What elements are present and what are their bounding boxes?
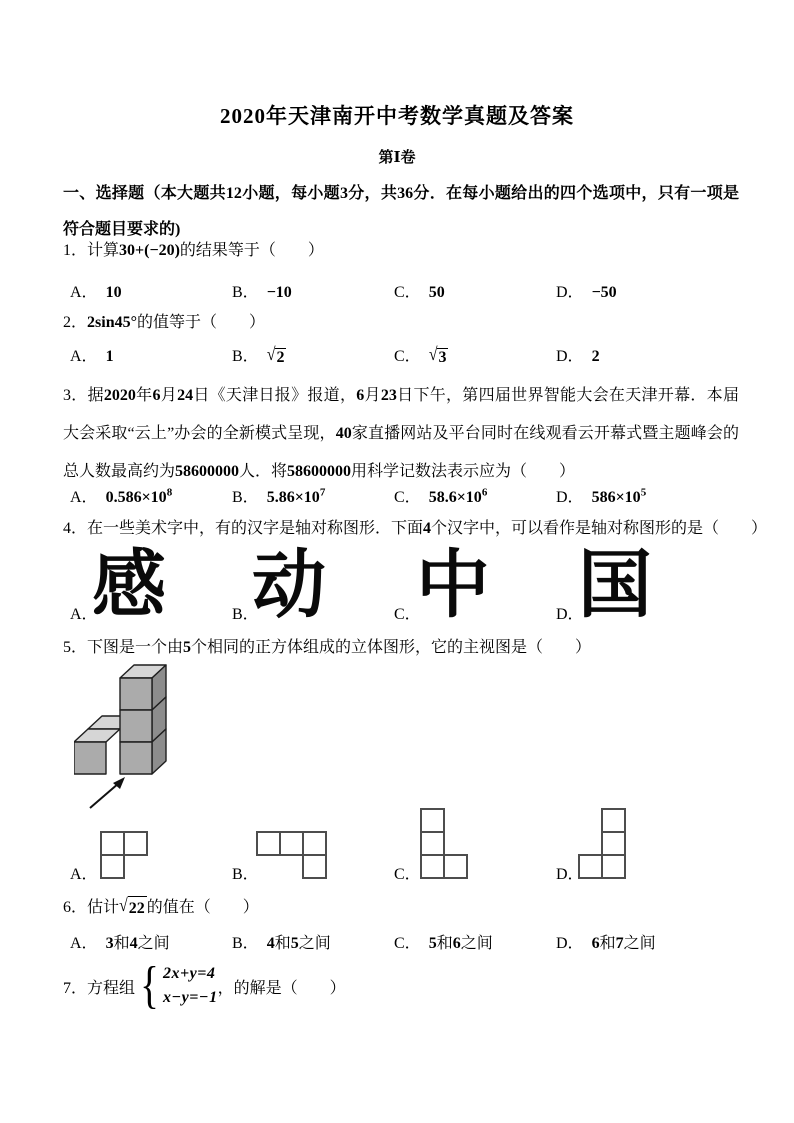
- option-label: C．: [394, 866, 421, 883]
- question-1-options: [0, 279, 794, 305]
- option-label: B．: [232, 866, 259, 883]
- q1-option-a: [70, 279, 122, 302]
- q3-seg: 6: [152, 387, 161, 404]
- num: 3: [105, 935, 114, 952]
- option-value: −50: [591, 284, 617, 301]
- q3-seg: 58600000: [287, 463, 352, 480]
- option-value: −10: [266, 284, 292, 301]
- option-label: B．: [232, 348, 259, 365]
- q3-seg: 23: [380, 387, 397, 404]
- num: 6: [591, 935, 600, 952]
- q1-text: 1．计算: [63, 242, 120, 259]
- question-3-options: [0, 484, 794, 510]
- radical-sign: √: [428, 345, 438, 365]
- option-value: 10: [105, 284, 122, 301]
- q2-option-c: [394, 343, 448, 367]
- page-title: 2020年天津南开中考数学真题及答案: [220, 104, 574, 128]
- sqrt-expression: [266, 345, 287, 367]
- q3-seg: 2020: [103, 387, 136, 404]
- exponent: 6: [481, 486, 488, 499]
- option-label: B．: [232, 606, 259, 623]
- question-2-options: [0, 343, 794, 369]
- question-2-stem: [63, 311, 743, 335]
- text: 之间: [137, 935, 170, 952]
- option-label: A．: [70, 348, 98, 365]
- equation-system: [163, 962, 218, 1010]
- text: 之间: [460, 935, 493, 952]
- q4-char-c: 中: [416, 542, 490, 628]
- q1-math: 30+(−20): [119, 242, 180, 259]
- cube-figure: [74, 660, 174, 815]
- option-label: A．: [70, 489, 98, 506]
- option-label: D．: [556, 935, 584, 952]
- option-label: A．: [70, 284, 98, 301]
- option-value: 50: [428, 284, 445, 301]
- q3-seg: 家直播网站及平台同时在线观看云开幕式暨主题峰会的总人数最高约为: [63, 425, 739, 480]
- option-label: A．: [70, 866, 98, 883]
- option-label: B．: [232, 489, 259, 506]
- q2-text: 2．: [63, 314, 88, 331]
- question-3-stem: [63, 377, 739, 491]
- q5-text: 5．下图是一个由: [63, 639, 184, 656]
- option-label: A．: [70, 606, 98, 623]
- q3-option-c: [394, 484, 487, 507]
- q3-seg: 24: [177, 387, 194, 404]
- radicand: 22: [128, 896, 147, 921]
- q4-char-d: 国: [578, 542, 652, 628]
- q3-seg: 日《天津日报》报道，: [193, 387, 357, 404]
- exponent: 8: [166, 486, 173, 499]
- text: 之间: [298, 935, 331, 952]
- q3-seg: 年: [135, 387, 153, 404]
- exponent: 7: [319, 486, 326, 499]
- text: 之间: [623, 935, 656, 952]
- equation-2: x−y=−1: [162, 989, 218, 1006]
- q3-seg: 月: [364, 387, 381, 404]
- q3-option-b: [232, 484, 325, 507]
- q4-num: 4: [423, 520, 432, 537]
- text: 和: [274, 935, 291, 952]
- section-heading: 一、选择题（本大题共12小题，每小题3分，共36分．在每小题给出的四个选项中，只有一项是符合题目要求的): [63, 185, 739, 238]
- option-label: C．: [394, 348, 421, 365]
- q3-seg: 月: [160, 387, 178, 404]
- q7-text-post: ，的解是（ ）: [217, 979, 346, 997]
- system-brace: {: [140, 957, 159, 1014]
- q1-option-c: [394, 279, 445, 302]
- option-value: 1: [105, 348, 114, 365]
- q6-text: 6．估计: [63, 899, 120, 916]
- text: 和: [436, 935, 453, 952]
- question-7-stem: [63, 956, 346, 1016]
- option-value: 5.86×10: [266, 489, 320, 506]
- option-value: 586×10: [591, 489, 641, 506]
- radical-sign: √: [266, 345, 276, 365]
- text: 和: [113, 935, 130, 952]
- radicand: 3: [438, 349, 447, 366]
- option-label: D．: [556, 284, 584, 301]
- equation-1: 2x+y=4: [162, 965, 216, 982]
- q2-text-post: 的值等于（ ）: [136, 314, 265, 331]
- question-1-stem: [63, 239, 743, 263]
- q6-option-c: [394, 930, 493, 953]
- option-label: D．: [556, 489, 584, 506]
- q1-text-post: 的结果等于（ ）: [179, 242, 324, 259]
- q5-num: 5: [183, 639, 192, 656]
- option-label: B．: [232, 284, 259, 301]
- question-4-stem: [63, 517, 768, 541]
- q1-option-d: [556, 279, 617, 302]
- num: 6: [452, 935, 461, 952]
- q4-text-post: 个汉字中，可以看作是轴对称图形的是（ ）: [431, 520, 768, 537]
- option-label: D．: [556, 348, 584, 365]
- sqrt-expression: [119, 896, 147, 921]
- part-heading: 第Ⅰ卷: [378, 150, 416, 166]
- q3-seg: 日下午，第四届世界智能大会在天津开幕．本届大会采取“云上”办会的全新模式呈现，: [63, 387, 739, 442]
- q6-text-post: 的值在（ ）: [146, 899, 259, 916]
- num: 4: [129, 935, 138, 952]
- q2-math: 2sin45°: [87, 314, 137, 331]
- exponent: 5: [640, 486, 647, 499]
- radical-sign: √: [119, 895, 128, 916]
- q3-seg: 3．据: [63, 387, 104, 404]
- q3-seg: 6: [356, 387, 365, 404]
- q4-char-a: 感: [92, 542, 166, 628]
- q3-seg: 人．将: [239, 463, 288, 480]
- view-direction-arrow-icon: [90, 777, 125, 808]
- option-label: C．: [394, 606, 421, 623]
- q2-option-b: [232, 343, 286, 367]
- option-label: D．: [556, 606, 584, 623]
- q2-option-d: [556, 343, 600, 366]
- option-label: B．: [232, 935, 259, 952]
- num: 5: [428, 935, 437, 952]
- question-5-stem: [63, 636, 743, 660]
- q5-text-post: 个相同的正方体组成的立体图形，它的主视图是（ ）: [191, 639, 592, 656]
- q6-option-a: [70, 930, 170, 953]
- q4-char-b: 动: [252, 542, 326, 628]
- q3-seg: 58600000: [175, 463, 240, 480]
- option-value: 0.586×10: [105, 489, 167, 506]
- q3-option-d: [556, 484, 646, 507]
- option-value: 58.6×10: [428, 489, 482, 506]
- num: 7: [615, 935, 624, 952]
- q6-option-d: [556, 930, 656, 953]
- q3-seg: 40: [335, 425, 352, 442]
- question-6-stem: [63, 896, 743, 921]
- option-label: C．: [394, 935, 421, 952]
- option-label: A．: [70, 935, 98, 952]
- option-label: D．: [556, 866, 584, 883]
- q2-option-a: [70, 343, 114, 366]
- num: 4: [266, 935, 275, 952]
- option-value: 2: [591, 348, 600, 365]
- text: 和: [599, 935, 616, 952]
- sqrt-expression: [428, 345, 449, 367]
- option-label: C．: [394, 489, 421, 506]
- num: 5: [290, 935, 299, 952]
- option-label: C．: [394, 284, 421, 301]
- q3-seg: 用科学记数法表示应为（ ）: [351, 463, 576, 480]
- q3-option-a: [70, 484, 172, 507]
- question-6-options: [0, 930, 794, 956]
- q7-text: 7．方程组: [63, 979, 136, 997]
- radicand: 2: [276, 349, 285, 366]
- q1-option-b: [232, 279, 292, 302]
- q4-text: 4．在一些美术字中，有的汉字是轴对称图形．下面: [63, 520, 424, 537]
- q6-option-b: [232, 930, 331, 953]
